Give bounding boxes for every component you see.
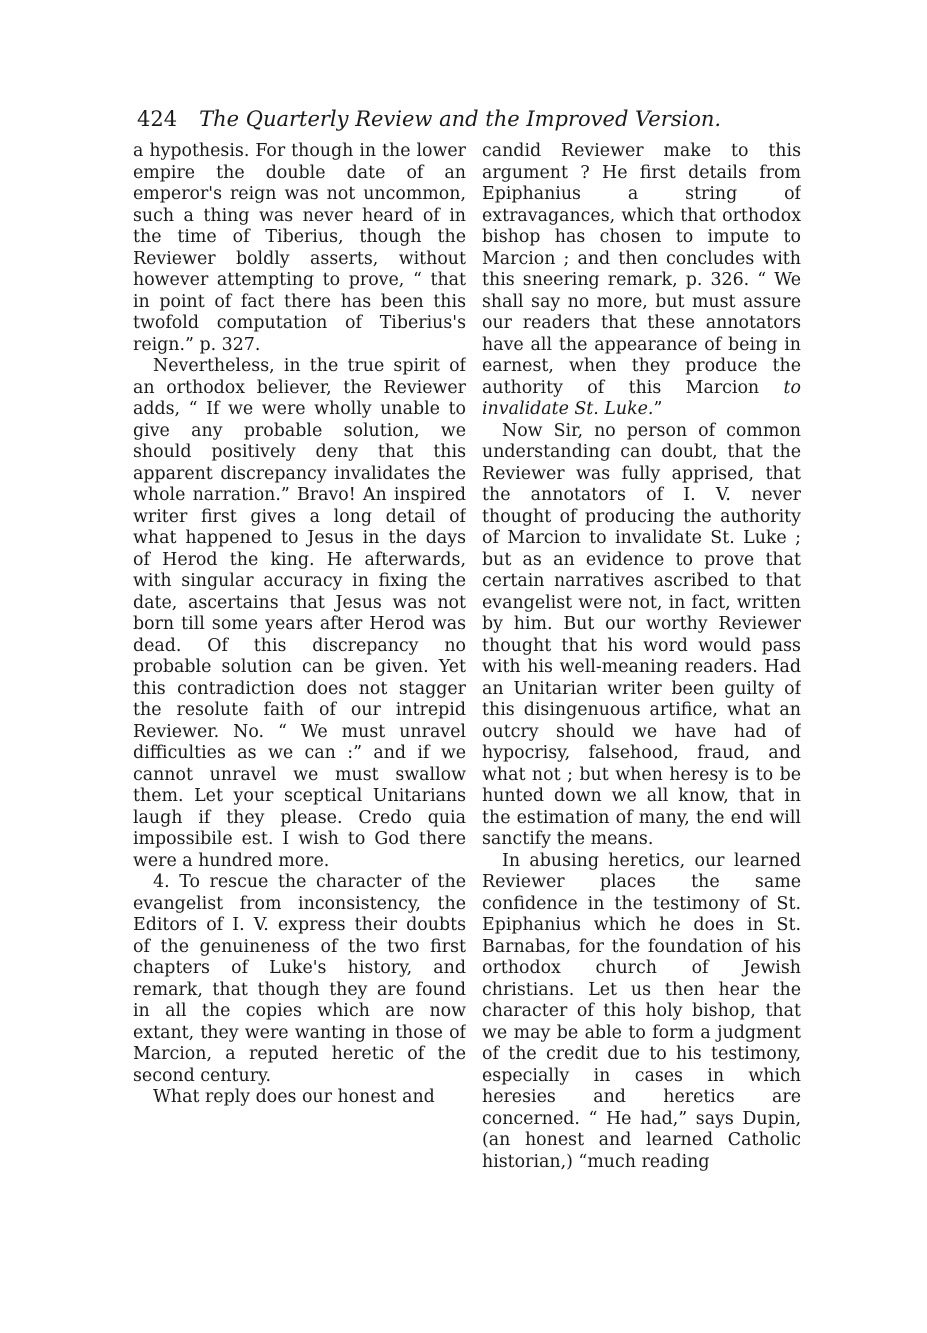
closing-quote: ” <box>653 399 663 419</box>
paragraph <box>482 141 801 421</box>
right-column <box>482 141 801 1201</box>
paragraph: What reply does our honest and <box>153 1087 435 1107</box>
paragraph-text: candid Reviewer make to this argument ? He first details from Epiphanius a string of extravagances, which that orthodox bishop has chosen to impute to Marcion ; and then concludes with this sneering remark, p. 326. “ We shall say no more, but must assure our readers that these annotators have all the appearance of being in earnest, when they produce the authority of this Marcion <box>482 141 801 398</box>
running-header <box>137 104 797 134</box>
left-column <box>133 141 466 1201</box>
paragraph: In abusing heretics, our learned Reviewer places the same confidence in the testimony of St. Epiphanius which he does in St. Barnabas, for the foundation of his orthodox church of Jewish christians. Let us then hear the character of this holy bishop, that we may be able to form a judgment of the credit due to his testimony, especially in cases in which heresies and heretics are concerned. “ He had,” says Dupin, (an honest and learned Catholic historian,) “much reading <box>482 850 801 1172</box>
paragraph: 4. To rescue the character of the evangelist from inconsistency, the Editors of I. V. express their doubts of the genuineness of the two first chapters of Luke's history, and remark, that though they are found in all the copies which are now extant, they were wanting in those of Marcion, a reputed heretic of the second century. <box>133 872 466 1086</box>
page-number: 424 <box>137 107 178 131</box>
paragraph: a hypothesis. For though in the lower empire the double date of an emperor's reign was not uncommon, such a thing was never heard of in the time of Tiberius, though the Reviewer boldly asserts, without however attempting to prove, “ that in point of fact there has been this twofold computation of Tiberius's reign.” p. 327. <box>133 141 466 355</box>
paragraph: Now Sir, no person of common understanding can doubt, that the Reviewer was fully apprised, that the annotators of I. V. never thought of producing the authority of Marcion to invalidate St. Luke ; but as an evidence to prove that certain narratives ascribed to that evangelist were not, in fact, written by him. But our worthy Reviewer thought that his word would pass with his well-meaning readers. Had an Unitarian writer been guilty of this disingenuous artifice, what an outcry should we have had of hypocrisy, falsehood, fraud, and what not ; but when heresy is to be hunted down we all know, that in the estimation of many, the end will sanctify the means. <box>482 420 801 849</box>
paragraph: Nevertheless, in the true spirit of an orthodox believer, the Reviewer adds, “ If we were wholly unable to give any probable solution, we should positively deny that this apparent discrepancy invalidates the whole narration.” Bravo! An inspired writer first gives a long detail of what happened to Jesus in the days of Herod the king. He afterwards, with singular accuracy in fixing the date, ascertains that Jesus was not born till some years after Herod was dead. Of this discrepancy no probable solution can be given. Yet this contradiction does not stagger the resolute faith of our intrepid Reviewer. No. “ We must unravel difficulties as we can :” and if we cannot unravel we must swallow them. Let your sceptical Unitarians laugh if they please. Credo quia impossibile est. I wish to God there were a hundred more. <box>133 356 466 871</box>
italic-phrase: to invalidate St. Luke. <box>482 377 801 419</box>
running-title: The Quarterly Review and the Improved Version. <box>199 107 722 131</box>
